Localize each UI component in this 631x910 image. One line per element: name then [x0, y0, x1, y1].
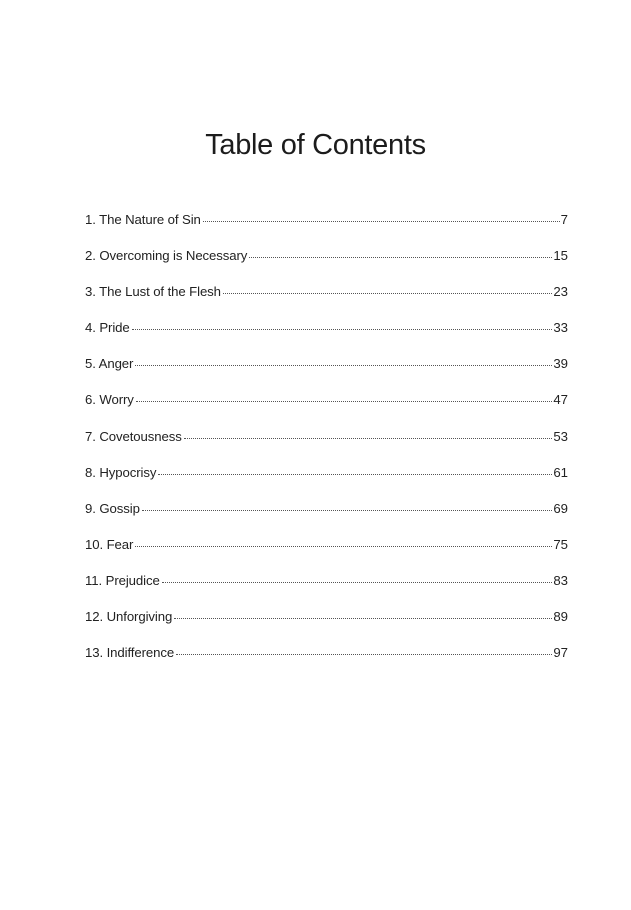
- toc-entry-label: 4. Pride: [85, 320, 130, 336]
- toc-entry-page: 75: [553, 536, 568, 552]
- dot-leader: [136, 400, 553, 402]
- toc-entry-page: 33: [553, 320, 568, 336]
- dot-leader: [162, 581, 553, 583]
- toc-entry-label: 2. Overcoming is Necessary: [85, 248, 248, 264]
- toc-entry-label: 12. Unforgiving: [85, 609, 173, 625]
- toc-entry-label: 7. Covetousness: [85, 428, 182, 444]
- toc-entry[interactable]: [85, 645, 568, 681]
- toc-entry-label: 13. Indifference: [85, 645, 175, 661]
- toc-entry[interactable]: [85, 501, 568, 537]
- toc-entry[interactable]: [85, 537, 568, 573]
- toc-entry-page: 39: [553, 356, 568, 372]
- toc-entry-page: 61: [553, 464, 568, 480]
- dot-leader: [135, 364, 552, 366]
- dot-leader: [135, 545, 552, 547]
- toc-entry[interactable]: [85, 573, 568, 609]
- dot-leader: [184, 437, 553, 439]
- dot-leader: [176, 653, 552, 655]
- dot-leader: [132, 328, 553, 330]
- toc-entry-label: 1. The Nature of Sin: [85, 212, 201, 227]
- toc-entry[interactable]: [85, 320, 568, 356]
- table-of-contents: [85, 212, 568, 681]
- dot-leader: [142, 509, 553, 511]
- toc-entry[interactable]: [85, 248, 568, 284]
- dot-leader: [158, 473, 552, 475]
- toc-entry[interactable]: [85, 465, 568, 501]
- toc-entry-label: 11. Prejudice: [85, 572, 160, 588]
- toc-entry-label: 6. Worry: [85, 392, 134, 408]
- toc-entry-label: 3. The Lust of the Flesh: [85, 284, 221, 300]
- dot-leader: [203, 220, 560, 222]
- toc-entry-page: 83: [553, 572, 568, 588]
- toc-entry-page: 97: [553, 645, 568, 661]
- toc-entry[interactable]: [85, 212, 568, 248]
- toc-entry-page: 47: [553, 392, 568, 408]
- dot-leader: [174, 617, 552, 619]
- toc-entry-page: 7: [560, 212, 568, 227]
- toc-entry-page: 89: [553, 609, 568, 625]
- toc-entry-page: 53: [553, 428, 568, 444]
- toc-entry[interactable]: [85, 609, 568, 645]
- toc-entry-label: 5. Anger: [85, 356, 134, 372]
- toc-entry[interactable]: [85, 392, 568, 428]
- dot-leader: [249, 256, 552, 258]
- toc-entry-label: 10. Fear: [85, 536, 134, 552]
- toc-entry[interactable]: [85, 429, 568, 465]
- dot-leader: [223, 292, 552, 294]
- page-title: Table of Contents: [205, 129, 426, 162]
- toc-entry[interactable]: [85, 284, 568, 320]
- toc-entry-page: 23: [553, 284, 568, 300]
- toc-entry-page: 15: [553, 248, 568, 264]
- toc-entry-page: 69: [553, 500, 568, 516]
- toc-entry[interactable]: [85, 356, 568, 392]
- toc-entry-label: 8. Hypocrisy: [85, 464, 157, 480]
- toc-entry-label: 9. Gossip: [85, 500, 140, 516]
